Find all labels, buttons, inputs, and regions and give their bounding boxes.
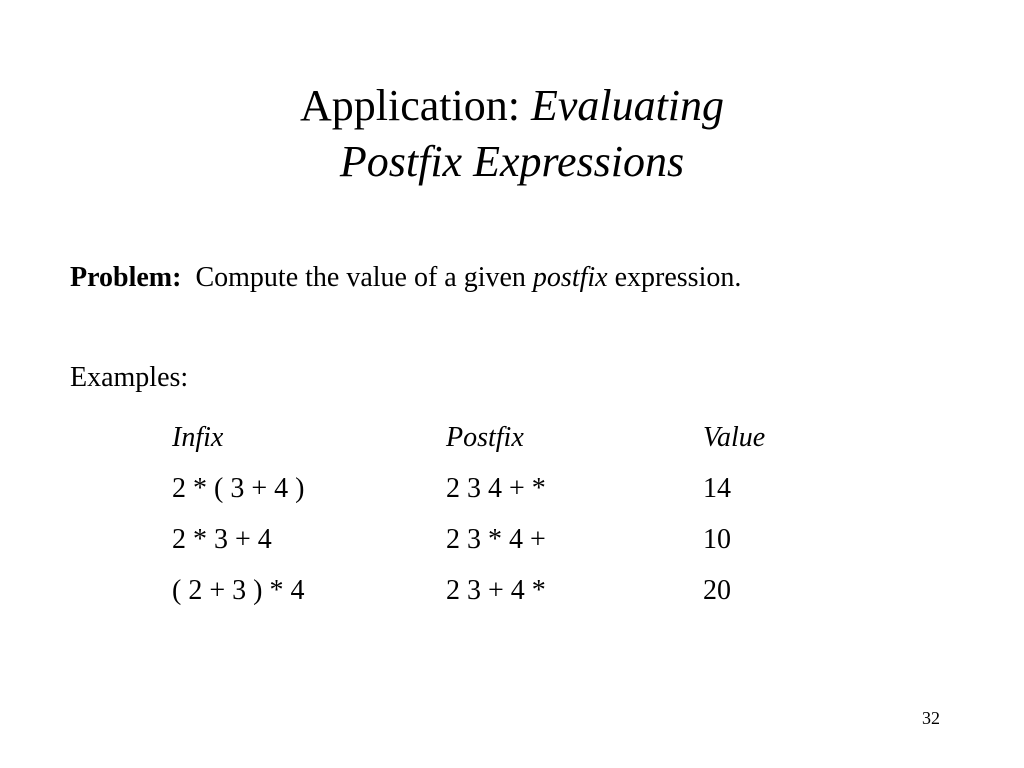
cell-value: 10 xyxy=(703,524,731,555)
page-number: 32 xyxy=(922,708,940,728)
cell-postfix: 2 3 + 4 * xyxy=(446,575,546,606)
cell-postfix: 2 3 4 + * xyxy=(446,473,546,504)
title-plain: Application: xyxy=(299,81,531,130)
examples-label: Examples: xyxy=(70,362,189,393)
slide-title xyxy=(0,78,1024,190)
cell-value: 20 xyxy=(703,575,731,606)
problem-text-before: Compute the value of a given xyxy=(195,262,533,293)
cell-postfix: 2 3 * 4 + xyxy=(446,524,546,555)
cell-infix: 2 * 3 + 4 xyxy=(172,524,272,555)
title-line-1 xyxy=(0,78,1024,134)
title-italic-evaluating: Evaluating xyxy=(530,81,725,130)
title-line-2 xyxy=(0,134,1024,190)
problem-text-after: expression. xyxy=(607,262,742,293)
problem-statement xyxy=(70,258,741,298)
header-postfix: Postfix xyxy=(446,422,524,453)
problem-italic-word: postfix xyxy=(532,262,608,293)
cell-infix: 2 * ( 3 + 4 ) xyxy=(172,473,305,504)
problem-label: Problem: xyxy=(70,262,182,293)
title-italic-postfix-expressions: Postfix Expressions xyxy=(339,137,685,186)
cell-value: 14 xyxy=(703,473,731,504)
header-infix: Infix xyxy=(172,422,224,453)
header-value: Value xyxy=(703,422,766,453)
cell-infix: ( 2 + 3 ) * 4 xyxy=(172,575,305,606)
